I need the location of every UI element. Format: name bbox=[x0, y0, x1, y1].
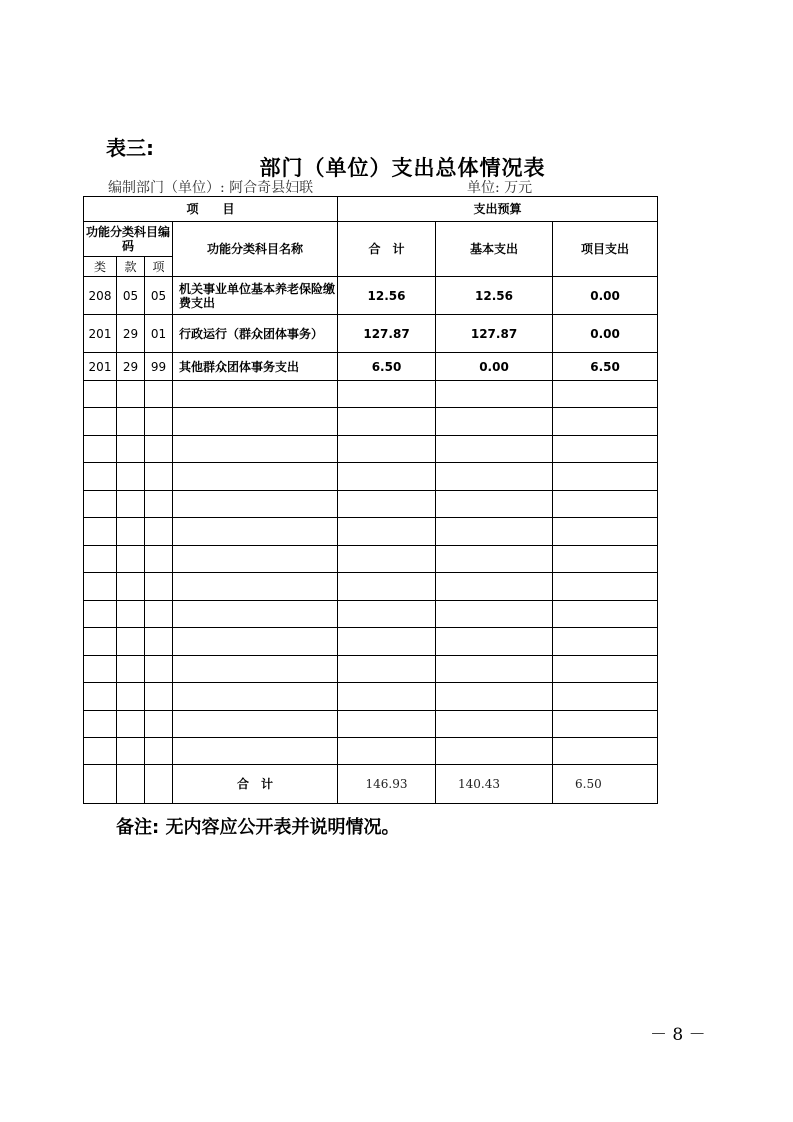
empty-row bbox=[84, 408, 658, 436]
cell-lei: 208 bbox=[84, 277, 117, 315]
header-project: 项目支出 bbox=[553, 222, 658, 277]
empty-row bbox=[84, 546, 658, 573]
header-name: 功能分类科目名称 bbox=[173, 222, 338, 277]
cell-xiang: 05 bbox=[145, 277, 173, 315]
header-lei: 类 bbox=[84, 257, 117, 277]
header-budget: 支出预算 bbox=[338, 197, 658, 222]
cell-kuan: 29 bbox=[117, 315, 145, 353]
sum-total: 146.93 bbox=[338, 765, 436, 804]
empty-row bbox=[84, 381, 658, 408]
page-number: － 8 － bbox=[650, 1025, 706, 1045]
cell-project: 0.00 bbox=[553, 315, 658, 353]
cell-basic: 127.87 bbox=[436, 315, 553, 353]
header-row-2 bbox=[84, 222, 658, 257]
cell-kuan: 05 bbox=[117, 277, 145, 315]
empty-row bbox=[84, 683, 658, 711]
cell-total: 127.87 bbox=[338, 315, 436, 353]
table-row bbox=[84, 277, 658, 315]
empty-row bbox=[84, 518, 658, 546]
header-basic: 基本支出 bbox=[436, 222, 553, 277]
header-row-1 bbox=[84, 197, 658, 222]
sum-row bbox=[84, 765, 658, 804]
cell-total: 12.56 bbox=[338, 277, 436, 315]
cell-project: 6.50 bbox=[553, 353, 658, 381]
empty-row bbox=[84, 573, 658, 601]
cell-basic: 12.56 bbox=[436, 277, 553, 315]
cell-project: 0.00 bbox=[553, 277, 658, 315]
cell-lei: 201 bbox=[84, 315, 117, 353]
empty-row bbox=[84, 656, 658, 683]
cell-basic: 0.00 bbox=[436, 353, 553, 381]
empty-row bbox=[84, 628, 658, 656]
empty-row bbox=[84, 601, 658, 628]
expenditure-table bbox=[83, 196, 658, 804]
cell-total: 6.50 bbox=[338, 353, 436, 381]
table-row bbox=[84, 315, 658, 353]
cell-xiang: 01 bbox=[145, 315, 173, 353]
empty-row bbox=[84, 491, 658, 518]
empty-row bbox=[84, 436, 658, 463]
sum-project: 6.50 bbox=[553, 765, 658, 804]
empty-row bbox=[84, 463, 658, 491]
cell-name: 机关事业单位基本养老保险缴费支出 bbox=[173, 277, 338, 315]
unit-label: 单位: 万元 bbox=[467, 180, 533, 196]
header-code-group: 功能分类科目编码 bbox=[84, 222, 173, 257]
sum-label: 合 计 bbox=[173, 765, 338, 804]
cell-name: 其他群众团体事务支出 bbox=[173, 353, 338, 381]
remark: 备注: 无内容应公开表并说明情况。 bbox=[116, 817, 400, 838]
cell-kuan: 29 bbox=[117, 353, 145, 381]
header-item: 项 目 bbox=[84, 197, 338, 222]
empty-row bbox=[84, 738, 658, 765]
empty-row bbox=[84, 711, 658, 738]
cell-lei: 201 bbox=[84, 353, 117, 381]
document-title: 部门（单位）支出总体情况表 bbox=[259, 156, 546, 180]
header-kuan: 款 bbox=[117, 257, 145, 277]
cell-name: 行政运行（群众团体事务） bbox=[173, 315, 338, 353]
header-total: 合 计 bbox=[338, 222, 436, 277]
cell-xiang: 99 bbox=[145, 353, 173, 381]
table-label: 表三: bbox=[106, 136, 154, 160]
table-row bbox=[84, 353, 658, 381]
sum-basic: 140.43 bbox=[436, 765, 553, 804]
department-label: 编制部门（单位）: 阿合奇县妇联 bbox=[108, 180, 314, 196]
header-xiang: 项 bbox=[145, 257, 173, 277]
